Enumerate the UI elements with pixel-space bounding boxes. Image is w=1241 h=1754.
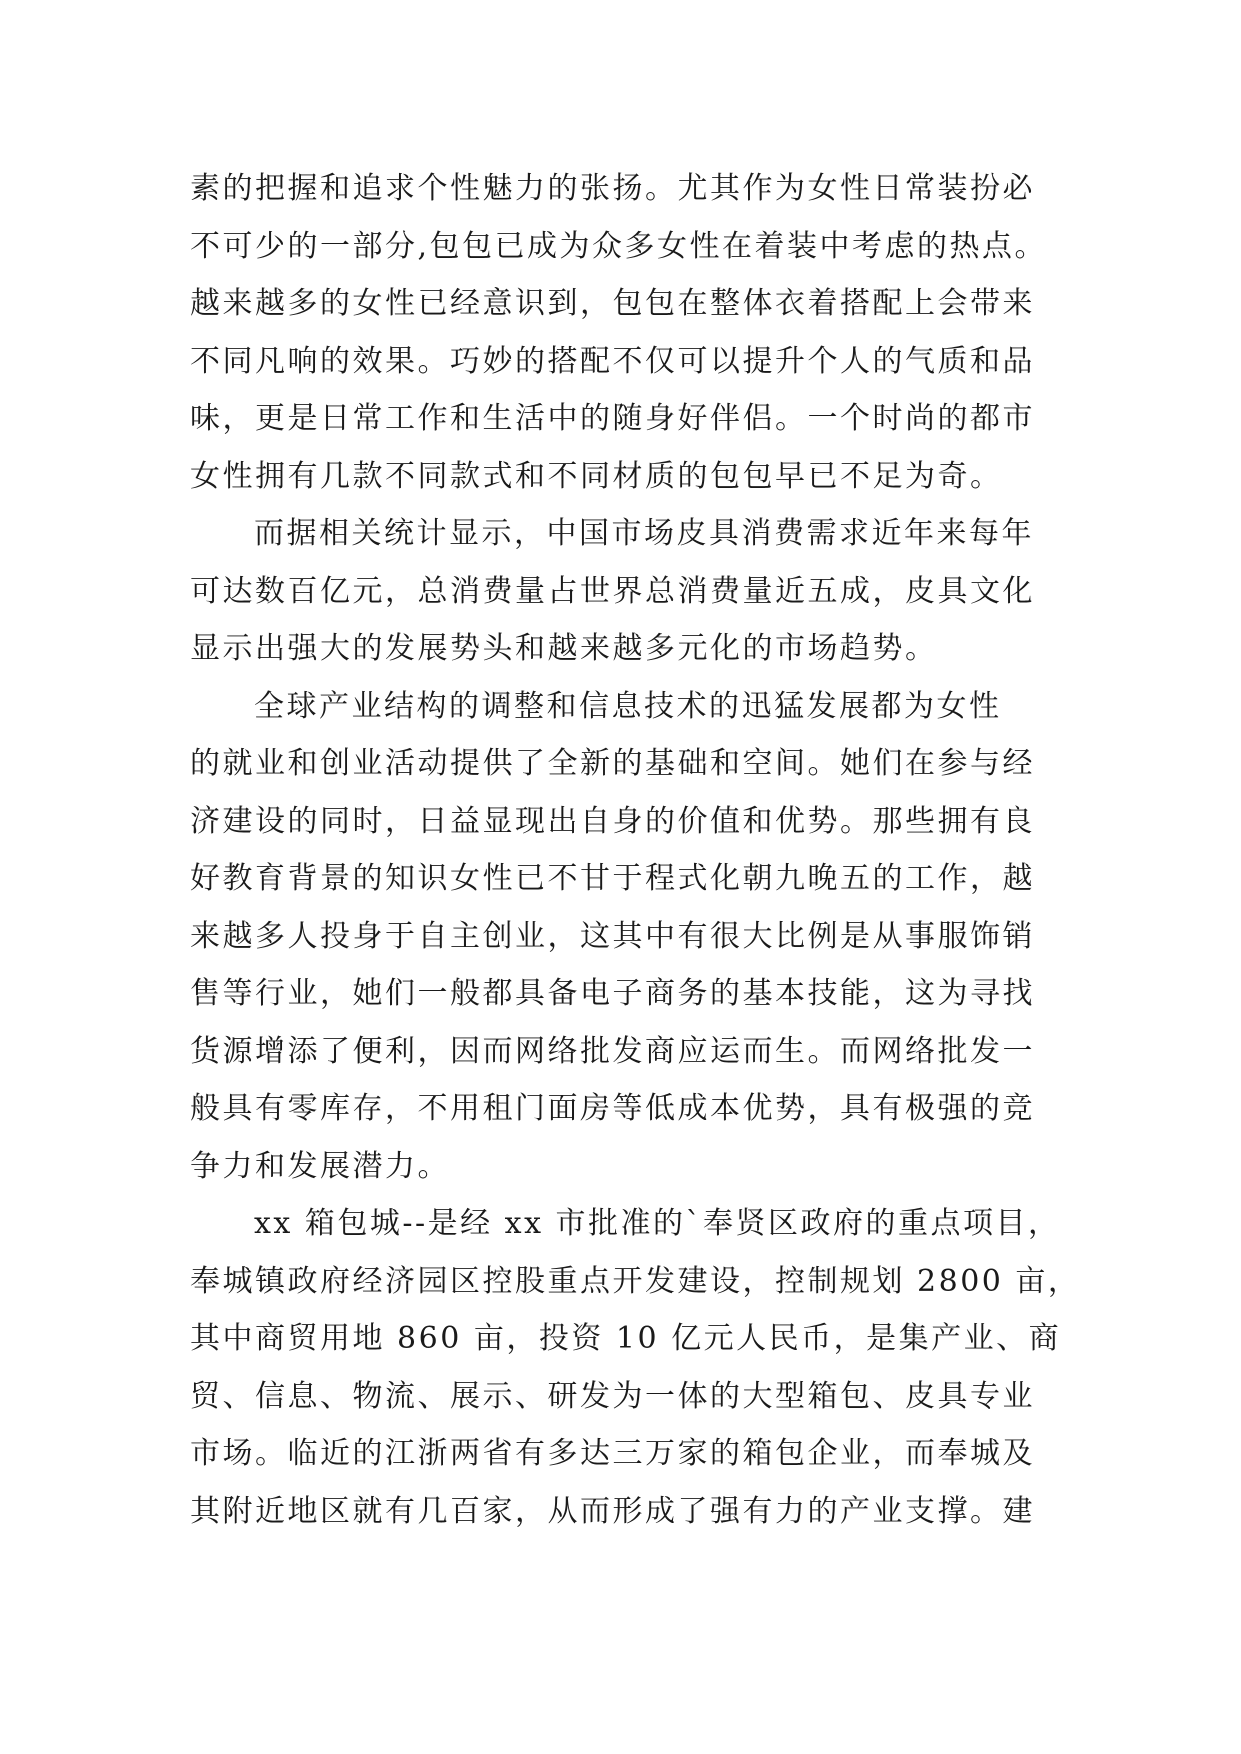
text-line: 显示出强大的发展势头和越来越多元化的市场趋势。 [190,631,938,666]
text-line: 济建设的同时，日益显现出自身的价值和优势。那些拥有良 [190,803,1035,839]
paragraph-first-line: 而据相关统计显示，中国市场皮具消费需求近年来每年 [254,516,1034,551]
text-line: 般具有零库存，不用租门面房等低成本优势，具有极强的竞 [190,1091,1035,1126]
text-line: 的就业和创业活动提供了全新的基础和空间。她们在参与经 [190,746,1035,781]
paragraph-first-line: 全球产业结构的调整和信息技术的迅猛发展都为女性 [254,688,1002,724]
text-line: 好教育背景的知识女性已不甘于程式化朝九晚五的工作，越 [190,861,1035,896]
text-line: 味，更是日常工作和生活中的随身好伴侣。一个时尚的都市 [190,401,1035,436]
text-line: 售等行业，她们一般都具备电子商务的基本技能，这为寻找 [190,976,1035,1011]
text-line: 贸、信息、物流、展示、研发为一体的大型箱包、皮具专业 [190,1378,1035,1414]
paragraph-first-line: xx 箱包城--是经 xx 市批准的`奉贤区政府的重点项目， [254,1206,1061,1241]
text-line: 争力和发展潜力。 [190,1148,450,1184]
text-line: 来越多人投身于自主创业，这其中有很大比例是从事服饰销 [190,918,1035,954]
text-line: 不同凡响的效果。巧妙的搭配不仅可以提升个人的气质和品 [190,343,1035,379]
text-line: 其中商贸用地 860 亩，投资 10 亿元人民币，是集产业、商 [190,1321,1062,1356]
text-line: 越来越多的女性已经意识到，包包在整体衣着搭配上会带来 [190,286,1035,321]
text-line: 奉城镇政府经济园区控股重点开发建设，控制规划 2800 亩， [190,1263,1081,1299]
text-line: 可达数百亿元，总消费量占世界总消费量近五成，皮具文化 [190,573,1035,609]
body-text [190,160,1090,1540]
text-line: 市场。临近的江浙两省有多达三万家的箱包企业，而奉城及 [190,1436,1035,1471]
text-line: 货源增添了便利，因而网络批发商应运而生。而网络批发一 [190,1033,1035,1069]
text-line: 不可少的一部分,包包已成为众多女性在着装中考虑的热点。 [190,228,1048,264]
text-line: 其附近地区就有几百家，从而形成了强有力的产业支撑。建 [190,1493,1035,1529]
text-line: 素的把握和追求个性魅力的张扬。尤其作为女性日常装扮必 [190,171,1035,206]
text-line: 女性拥有几款不同款式和不同材质的包包早已不足为奇。 [190,458,1003,494]
